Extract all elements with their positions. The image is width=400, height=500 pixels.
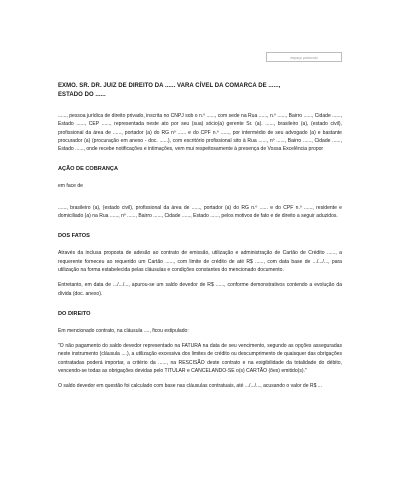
facts-paragraph-1: Através da inclusa proposta de adesão ao contrato de emissão, utilização e administração de Cartão de Crédito ......, a requerente forneceu ao requerido um Cartão ......, com limite de crédito de até R$ ......, com data base de .../.../..., para utilização na forma estabelecida pelas cláusulas e condições constantes do mencionado documento.	[58, 250, 342, 273]
facts-paragraph-2: Entretanto, em data de .../.../..., apurou-se um saldo devedor de R$ ......, conforme demonstrativos contendo a evolução da dívida (doc. anexo).	[58, 282, 342, 297]
action-title: AÇÃO DE COBRANÇA	[58, 166, 118, 173]
court-header-line2: ESTADO DO ......	[58, 92, 106, 98]
law-title: DO DIREITO	[58, 310, 91, 317]
defendant-paragraph: ......, brasileiro (a), (estado civil), profissional da área de ......, portador (a) do RG n.º ...... e do CPF n.º ......, residente e domiciliado (a) na Rua ......, nº ......, Bairro ......, Cidade ......, Estado ......, pelos motivos de fato e de direito a seguir aduzidos.	[58, 204, 342, 220]
court-header	[58, 82, 342, 100]
law-paragraph-1: Em mencionado contrato, na cláusula ...., ficou estipulado:	[58, 327, 189, 334]
law-paragraph-2: O saldo devedor em questão foi calculado com base nas cláusulas contratuais, até .../.../..., acusando o valor de R$ ...	[58, 383, 322, 390]
law-quote: "O não pagamento do saldo devedor representado na FATURA na data de seu vencimento, segundo as opções asseguradas neste instrumento (cláusula ....), a utilização excessiva dos limites de crédito ou descumprimento de quaisquer das obrigações contratadas poderá importar, a critério da ......, na RESCISÃO deste contrato e na exigibilidade da totalidade do débito, vencendo-se todas as obrigações devidas pelo TITULAR e CANCELANDO-SE o(s) CARTÃO (ões) emitido(s)."	[58, 343, 342, 375]
court-header-line1: EXMO. SR. DR. JUIZ DE DIREITO DA ...... VARA CÍVEL DA COMARCA DE ......,	[58, 83, 281, 89]
protocol-stamp-box: espaço protocolo	[266, 52, 342, 62]
plaintiff-paragraph: ......, pessoa jurídica de direito privado, inscrita no CNPJ sob o n.º ......, com sede na Rua ......, n.º ......, Bairro ......, Cidade ......, Estado ......, CEP ......, representada neste ato por seu (sua) sócio(a) gerente Sr. (a). ......, brasileiro (a), (estado civil), profissional da área de ......, portador (a) do RG nº ...... e do CPF n.º ......, por intermédio de seu advogado (a) e bastante procurador (a) (procuração em anexo - doc. ......), com escritório profissional sito à Rua ......, nº ......, Bairro ......, Cidade ......, Estado ......, onde recebe notificações e intimações, vem mui respeitosamente à presença de Vossa Excelência propor	[58, 113, 342, 153]
against-text: em face de	[58, 183, 83, 190]
facts-title: DOS FATOS	[58, 233, 90, 240]
